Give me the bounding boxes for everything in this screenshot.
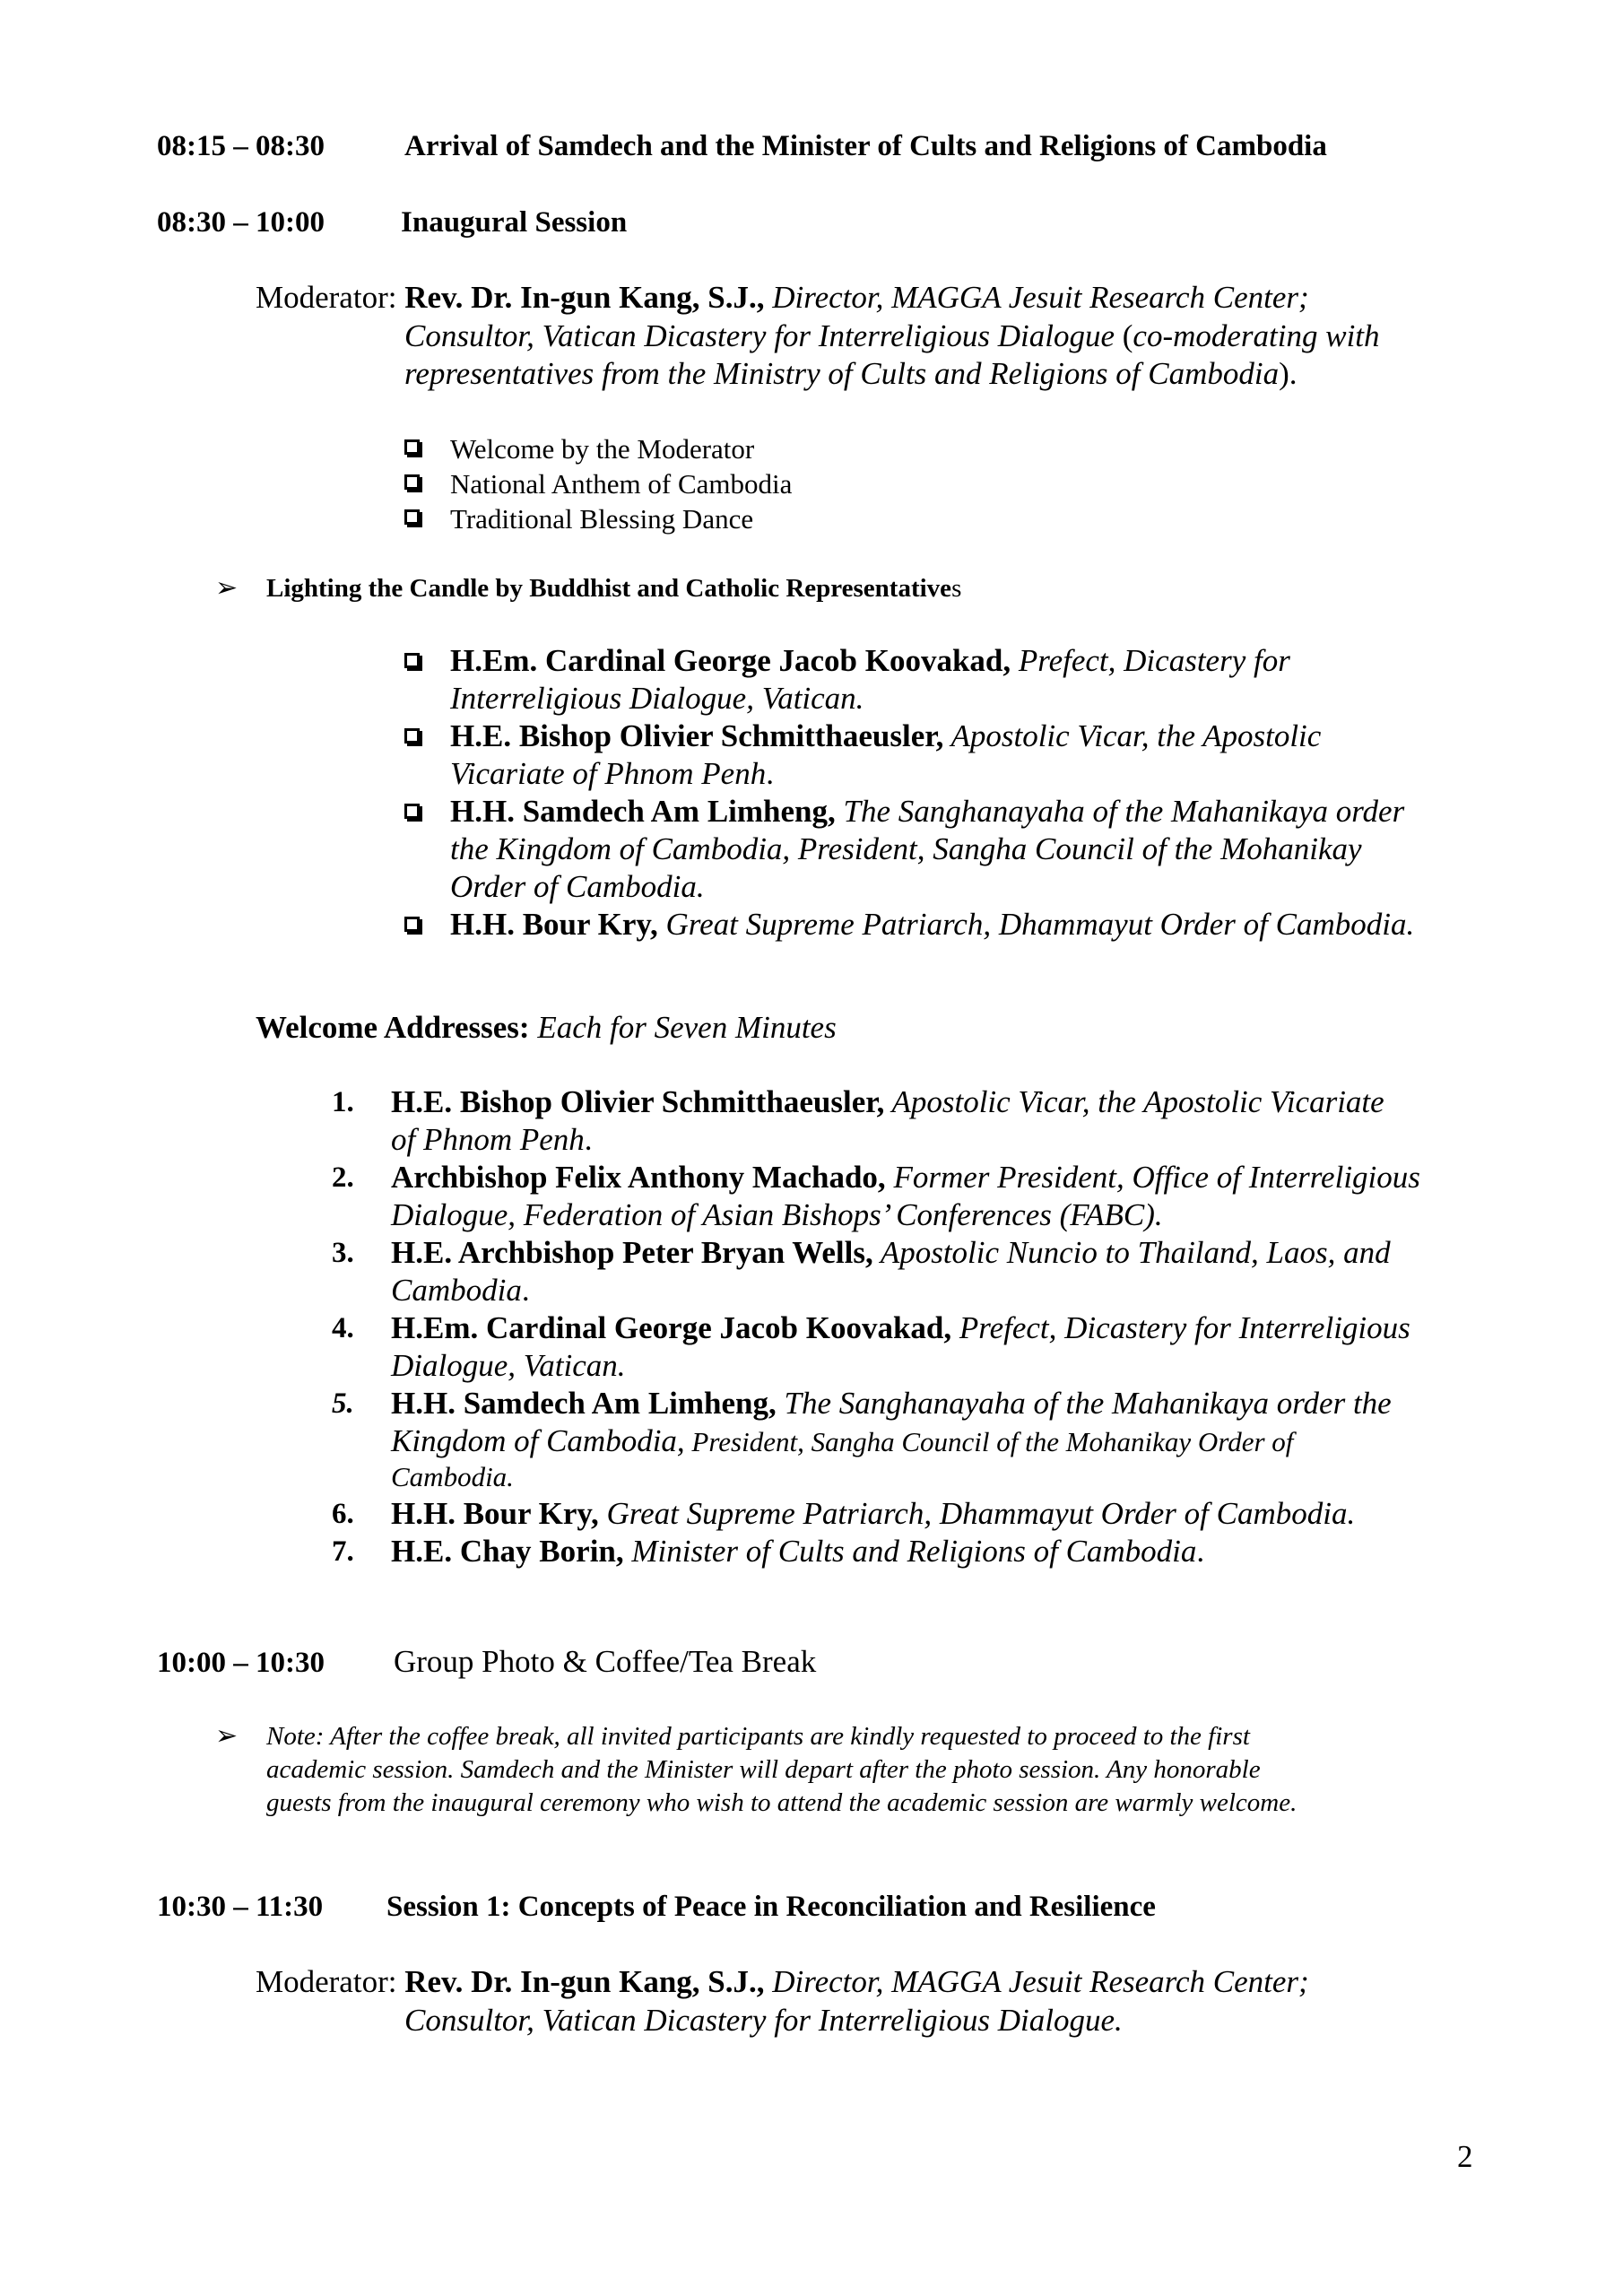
moderator-line-2: Consultor, Vatican Dicastery for Interreligious Dialogue (co-moderating with <box>404 318 1380 353</box>
speaker-2-cont: Dialogue, Federation of Asian Bishops’ Conferences (FABC). <box>391 1197 1163 1232</box>
moderator-line-2: Consultor, Vatican Dicastery for Interreligious Dialogue. <box>404 2003 1123 2038</box>
checkbox-icon <box>404 653 420 668</box>
speaker-number: 6. <box>332 1498 354 1530</box>
speaker-5-cont: Kingdom of Cambodia, President, Sangha Council of the Mohanikay Order of <box>391 1423 1294 1458</box>
note-line-3: guests from the inaugural ceremony who wish to attend the academic session are warmly welcome. <box>266 1788 1298 1817</box>
list-item: Welcome by the Moderator <box>450 433 755 465</box>
speaker-number: 7. <box>332 1535 354 1568</box>
speaker-1-cont: of Phnom Penh. <box>391 1122 593 1157</box>
list-item: National Anthem of Cambodia <box>450 468 793 500</box>
list-item: Traditional Blessing Dance <box>450 503 754 535</box>
speaker-4-cont: Dialogue, Vatican. <box>391 1348 626 1383</box>
time-slot-1: 08:15 – 08:30 <box>157 130 325 162</box>
checkbox-icon <box>404 509 420 525</box>
candle-person-1: H.Em. Cardinal George Jacob Koovakad, Prefect, Dicastery for <box>450 643 1290 678</box>
moderator-line-1 <box>256 279 1309 317</box>
candle-person-2-cont: Vicariate of Phnom Penh. <box>450 756 774 791</box>
checkbox-icon <box>404 728 420 744</box>
item-title-1: Arrival of Samdech and the Minister of Cults and Religions of Cambodia <box>404 130 1327 162</box>
speaker-number: 5. <box>332 1387 354 1420</box>
welcome-heading: Welcome Addresses: Each for Seven Minutes <box>256 1010 837 1045</box>
page-number: 2 <box>1457 2139 1473 2174</box>
arrow-bullet-icon: ➢ <box>215 572 239 604</box>
speaker-6: H.H. Bour Kry, Great Supreme Patriarch, Dhammayut Order of Cambodia. <box>391 1496 1356 1531</box>
speaker-number: 2. <box>332 1161 354 1194</box>
time-slot-2: 08:30 – 10:00 <box>157 206 325 239</box>
speaker-3: H.E. Archbishop Peter Bryan Wells, Apostolic Nuncio to Thailand, Laos, and <box>391 1235 1391 1270</box>
speaker-1: H.E. Bishop Olivier Schmitthaeusler, Apostolic Vicar, the Apostolic Vicariate <box>391 1084 1384 1119</box>
moderator-line-3: representatives from the Ministry of Cults and Religions of Cambodia). <box>404 356 1298 391</box>
arrow-bullet-icon: ➢ <box>215 1720 239 1752</box>
speaker-2: Archbishop Felix Anthony Machado, Former President, Office of Interreligious <box>391 1160 1420 1195</box>
checkbox-icon <box>404 917 420 932</box>
moderator-label: Moderator: <box>256 280 405 315</box>
speaker-3-cont: Cambodia. <box>391 1273 530 1308</box>
checkbox-icon <box>404 804 420 819</box>
candle-person-1-cont: Interreligious Dialogue, Vatican. <box>450 681 864 716</box>
note-line-2: academic session. Samdech and the Minister will depart after the photo session. Any honorable <box>266 1755 1261 1784</box>
item-title-3: Group Photo & Coffee/Tea Break <box>394 1644 817 1679</box>
moderator-name: Rev. Dr. In-gun Kang, S.J., <box>404 280 765 315</box>
checkbox-icon <box>404 474 420 490</box>
checkbox-icon <box>404 439 420 455</box>
moderator-line-1: Moderator: Rev. Dr. In-gun Kang, S.J., Director, MAGGA Jesuit Research Center; <box>256 1964 1309 1999</box>
item-title-2: Inaugural Session <box>401 206 628 239</box>
candle-heading: Lighting the Candle by Buddhist and Catholic Representatives <box>266 574 962 603</box>
candle-person-2: H.E. Bishop Olivier Schmitthaeusler, Apostolic Vicar, the Apostolic <box>450 718 1322 753</box>
speaker-number: 1. <box>332 1086 354 1118</box>
moderator-role: Director, MAGGA Jesuit Research Center; <box>764 280 1309 315</box>
speaker-5-cont2: Cambodia. <box>391 1461 514 1492</box>
speaker-7: H.E. Chay Borin, Minister of Cults and Religions of Cambodia. <box>391 1534 1205 1569</box>
candle-person-3: H.H. Samdech Am Limheng, The Sanghanayaha of the Mahanikaya order <box>450 794 1405 829</box>
time-slot-4: 10:30 – 11:30 <box>157 1891 324 1923</box>
speaker-number: 3. <box>332 1237 354 1269</box>
note-line-1: Note: After the coffee break, all invited participants are kindly requested to proceed to the first <box>266 1722 1250 1751</box>
time-slot-3: 10:00 – 10:30 <box>157 1647 325 1679</box>
candle-person-3-cont: the Kingdom of Cambodia, President, Sangha Council of the Mohanikay <box>450 831 1362 866</box>
candle-person-4: H.H. Bour Kry, Great Supreme Patriarch, Dhammayut Order of Cambodia. <box>450 907 1415 942</box>
candle-person-3-cont2: Order of Cambodia. <box>450 869 705 904</box>
item-title-4: Session 1: Concepts of Peace in Reconciliation and Resilience <box>386 1891 1156 1923</box>
speaker-number: 4. <box>332 1312 354 1344</box>
speaker-5: H.H. Samdech Am Limheng, The Sanghanayaha of the Mahanikaya order the <box>391 1386 1392 1421</box>
speaker-4: H.Em. Cardinal George Jacob Koovakad, Prefect, Dicastery for Interreligious <box>391 1310 1410 1345</box>
